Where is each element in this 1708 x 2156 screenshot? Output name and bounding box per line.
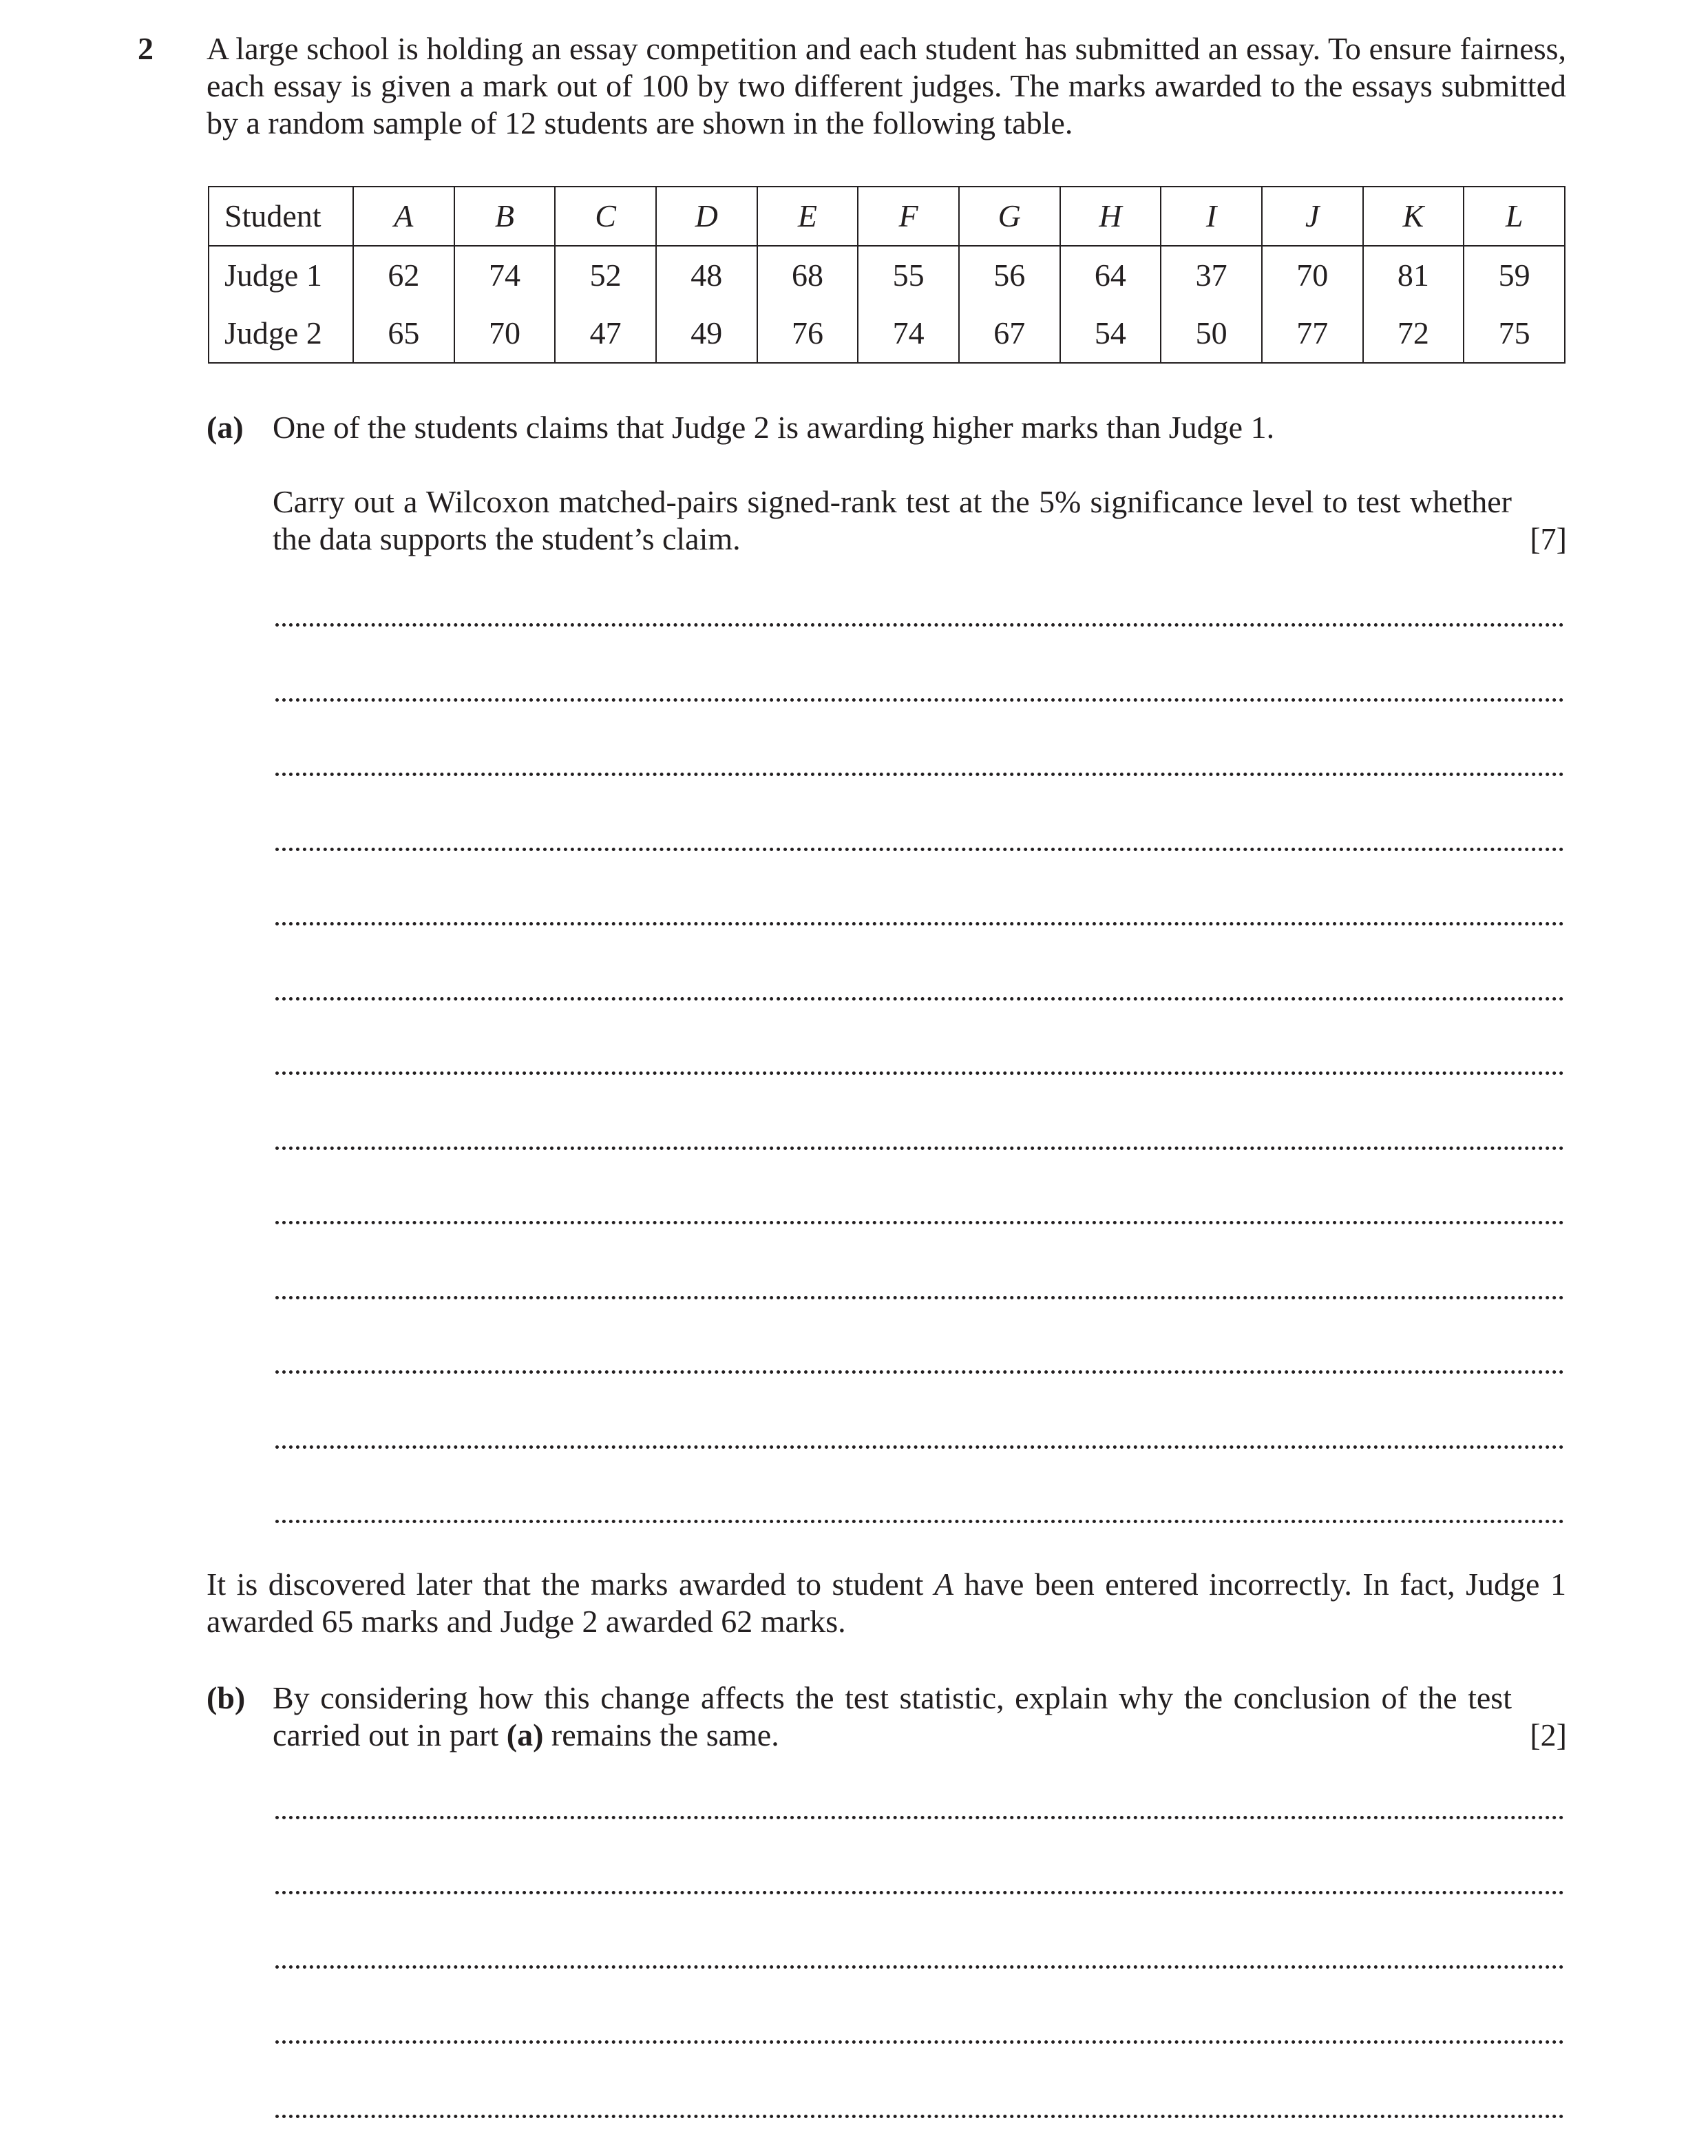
answer-line[interactable] [275,773,1564,776]
part-a-statement: One of the students claims that Judge 2 is awarding higher marks than Judge 1. [273,410,1275,445]
table-row-student [209,187,1565,246]
correction-note-text-end: have been entered incorrectly. In fact, Judge 1 awarded 65 marks and Judge 2 awarded 62 marks. [207,1567,1566,1639]
answer-line[interactable] [275,848,1564,851]
part-b-question [273,1680,1512,1752]
student-cell: C [555,187,656,246]
answer-line[interactable] [275,1221,1564,1224]
student-cell: I [1161,187,1262,246]
part-b-text-end: remains the same. [543,1717,779,1752]
judge2-mark-cell: 72 [1363,304,1464,363]
student-cell: G [959,187,1060,246]
answer-line[interactable] [275,1816,1564,1819]
row-header-student: Student [209,187,353,246]
judge2-mark-cell: 65 [353,304,454,363]
judge2-mark-cell: 54 [1060,304,1161,363]
part-b-text: By considering how this change affects the test statistic, explain why the conclusion of the test carried out in part [273,1680,1512,1752]
student-cell: A [353,187,454,246]
student-cell: B [454,187,556,246]
student-cell: K [1363,187,1464,246]
answer-line[interactable] [275,698,1564,702]
question-number: 2 [138,31,154,66]
question-intro: A large school is holding an essay competition and each student has submitted an essay. To ensure fairness, each essay is given a mark out of 100 by two different judges. The marks awarded to the essays submitted by a random sample of 12 students are shown in the following table. [207,31,1566,140]
judge1-mark-cell: 48 [656,246,757,304]
row-header-judge1: Judge 1 [209,246,353,304]
part-b-ref: (a) [506,1717,544,1752]
judge2-mark-cell: 47 [555,304,656,363]
judge1-mark-cell: 56 [959,246,1060,304]
answer-line[interactable] [275,623,1564,627]
student-cell: L [1464,187,1565,246]
correction-note [207,1566,1566,1640]
part-b-label: (b) [207,1680,246,1715]
judge1-mark-cell: 81 [1363,246,1464,304]
answer-line[interactable] [275,2115,1564,2118]
student-cell: D [656,187,757,246]
judge1-mark-cell: 55 [858,246,959,304]
judge1-mark-cell: 52 [555,246,656,304]
answer-line[interactable] [275,1965,1564,1969]
answer-line[interactable] [275,1296,1564,1299]
judge1-mark-cell: 59 [1464,246,1565,304]
answer-line[interactable] [275,1071,1564,1075]
answer-line[interactable] [275,1147,1564,1150]
part-b-question-block [273,1679,1567,1754]
part-a-instruction-block [273,483,1567,558]
judge2-mark-cell: 50 [1161,304,1262,363]
marks-table [208,186,1565,364]
answer-line[interactable] [275,1370,1564,1374]
student-cell: H [1060,187,1161,246]
part-a-label: (a) [207,410,244,445]
student-cell: F [858,187,959,246]
correction-note-text: It is discovered later that the marks awarded to student [207,1567,934,1602]
student-cell: J [1262,187,1363,246]
student-cell: E [757,187,858,246]
judge2-mark-cell: 67 [959,304,1060,363]
row-header-judge2: Judge 2 [209,304,353,363]
table-row-judge2 [209,304,1565,363]
judge1-mark-cell: 74 [454,246,556,304]
correction-note-student: A [934,1567,954,1602]
judge2-mark-cell: 75 [1464,304,1565,363]
judge1-mark-cell: 37 [1161,246,1262,304]
table-row-judge1 [209,246,1565,304]
judge1-mark-cell: 62 [353,246,454,304]
answer-line[interactable] [275,1520,1564,1523]
answer-line[interactable] [275,997,1564,1001]
part-b-marks: [2] [1530,1717,1567,1752]
judge2-mark-cell: 77 [1262,304,1363,363]
answer-line[interactable] [275,922,1564,925]
judge2-mark-cell: 74 [858,304,959,363]
judge2-mark-cell: 49 [656,304,757,363]
judge2-mark-cell: 70 [454,304,556,363]
judge2-mark-cell: 76 [757,304,858,363]
part-a-marks: [7] [1530,521,1567,556]
answer-line[interactable] [275,1891,1564,1894]
judge1-mark-cell: 64 [1060,246,1161,304]
judge1-mark-cell: 70 [1262,246,1363,304]
judge1-mark-cell: 68 [757,246,858,304]
answer-line[interactable] [275,1445,1564,1449]
answer-line[interactable] [275,2040,1564,2044]
part-a-instruction: Carry out a Wilcoxon matched-pairs signed-rank test at the 5% significance level to test whether the data supports the student’s claim. [273,484,1512,556]
